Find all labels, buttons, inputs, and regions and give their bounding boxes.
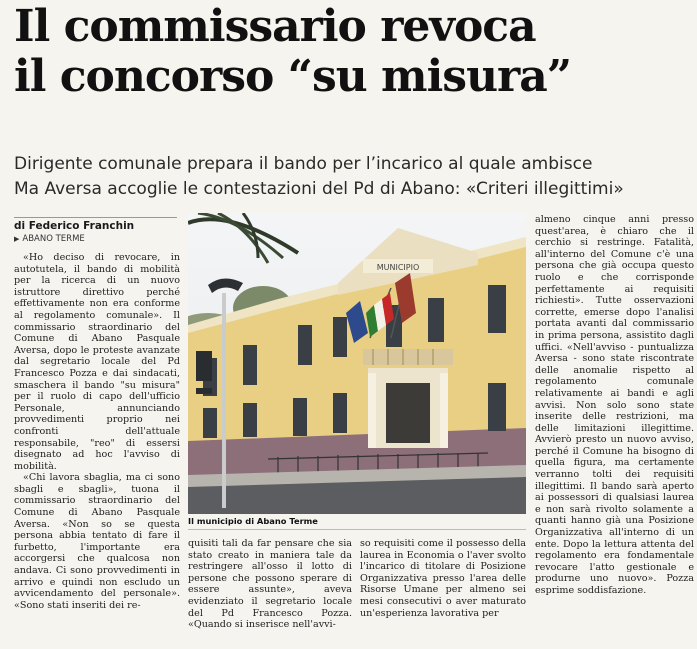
building-sign: MUNICIPIO <box>376 263 420 272</box>
dateline-text: ABANO TERME <box>22 234 85 244</box>
article-column-4 <box>535 214 694 597</box>
headline <box>14 2 694 102</box>
subtitle-line-2: Ma Aversa accoglie le contestazioni del Pd di Abano: «Criteri illegittimi» <box>14 179 624 199</box>
headline-line-1: Il commissario revoca <box>14 1 536 52</box>
subtitle <box>14 152 694 202</box>
paragraph: «Ho deciso di revocare, in autotutela, il bando di mobilità per la ricerca di un nuovo istruttore direttivo perché effettivamente non era conforme al regolamento comunale». Il commissario straordinario del Comune di Abano Pasquale Aversa, dopo le proteste avanzate dal segretario locale del Pd Francesco Pozza e dai sindacati, smaschera il bando "su misura" per il ruolo di capo dell'ufficio Personale, annunciando provvedimenti proprio nei confronti dell'attuale responsabile, "reo" di essersi disegnato ad hoc l'avviso di mobilità. <box>14 252 180 472</box>
triangle-icon: ▶ <box>14 235 20 243</box>
paragraph: quisiti tali da far pensare che sia stato creato in maniera tale da restringere all'osso il lotto di persone che possono sperare di essere assunte», aveva evidenziato il segretario locale del Pd Francesco Pozza. «Quando si inserisce nell'avvi- <box>188 538 352 631</box>
photo-caption: Il municipio di Abano Terme <box>188 516 526 530</box>
article-column-3 <box>360 538 526 619</box>
paragraph: «Chi lavora sbaglia, ma ci sono sbagli e sbagli», tuona il commissario straordinario del Comune di Abano Pasquale Aversa. «Non so se questa persona abbia tentato di fare il furbetto, l'importante era accorgersi che qualcosa non andava. Ci sono provvedimenti in arrivo e quindi non escludo un avvicendamento del personale». «Sono stati inseriti dei re- <box>14 472 180 611</box>
dateline <box>14 234 85 244</box>
paragraph: so requisiti come il possesso della laurea in Economia o l'aver svolto l'incarico di titolare di Posizione Organizzativa presso l'area delle Risorse Umane per almeno sei mesi consecutivi o aver maturato un'esperienza lavorativa per <box>360 538 526 619</box>
paragraph: almeno cinque anni presso quest'area, è chiaro che il cerchio si restringe. Fatalità, all'interno del Comune c'è una persona che già occupa questo ruolo e che corrisponde perfettamente ai requisiti richiesti». Tutte osservazioni corrette, emerse dopo l'analisi portata avanti dal commissario in prima persona, assistito dagli uffici. «Nell'avviso - puntualizza Aversa - sono state riscontrate delle anomalie rispetto al regolamento comunale relativamente ai bandi e agli avvisi. Non solo sono state inserite delle restrizioni, ma delle limitazioni illegittime. Avvierò presto un nuovo avviso, perché il Comune ha bisogno di quella figura, ma certamente verranno tolti dei requisiti illegittimi. Il bando sarà aperto ai possessori di qualsiasi laurea e non sarà rivolto solamente a quanti hanno già una Posizione Organizzativa all'interno di un ente. Dopo la lettura attenta del regolamento era fondamentale revocare l'atto gestionale e produrne uno nuovo». Pozza esprime soddisfazione. <box>535 214 694 596</box>
article-column-2 <box>188 538 352 631</box>
headline-line-2: il concorso “su misura” <box>14 51 572 102</box>
byline: di Federico Franchin <box>14 217 177 232</box>
article-column-1 <box>14 252 180 611</box>
subtitle-line-1: Dirigente comunale prepara il bando per l’incarico al quale ambisce <box>14 154 593 174</box>
town-hall-photo <box>188 213 526 514</box>
town-hall-illustration <box>188 213 526 514</box>
